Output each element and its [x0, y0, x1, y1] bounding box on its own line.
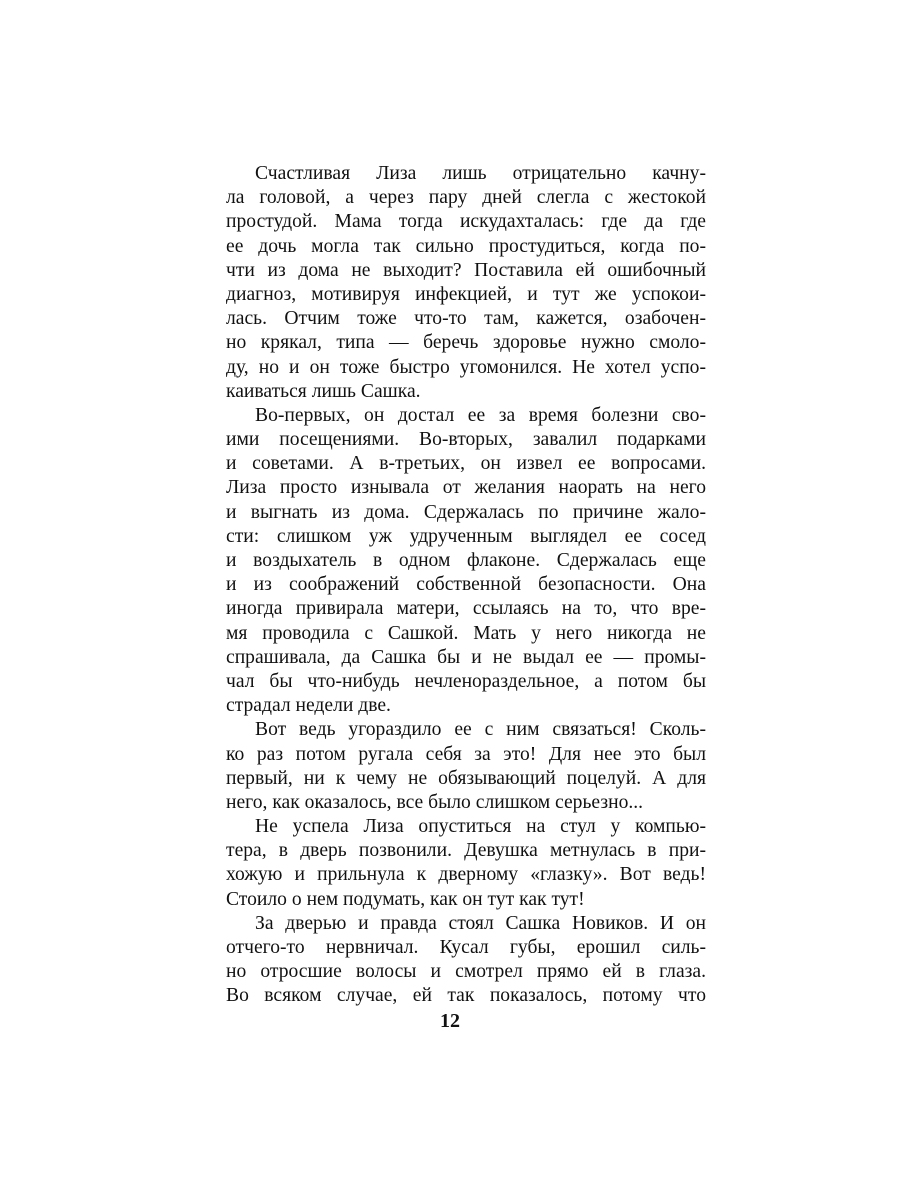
text-line: отчего-то нервничал. Кусал губы, ерошил силь-: [226, 937, 706, 958]
text-line: Лиза просто изнывала от желания наорать на него: [226, 477, 706, 499]
text-line: Не успела Лиза опуститься на стул у компью-: [255, 816, 706, 838]
text-line: ими посещениями. Во-вторых, завалил подарками: [226, 429, 706, 451]
text-line: и воздыхатель в одном флаконе. Сдержалась еще: [226, 550, 706, 571]
text-line: Вот ведь угораздило ее с ним связаться! Сколь-: [255, 719, 706, 741]
text-line: лась. Отчим тоже что-то там, кажется, озабочен-: [226, 308, 706, 330]
text-line: тера, в дверь позвонили. Девушка метнулась в при-: [226, 840, 706, 862]
text-line: ее дочь могла так сильно простудиться, когда по-: [226, 235, 706, 257]
text-line: иногда привирала матери, ссылаясь на то, что вре-: [226, 598, 706, 620]
text-line: Стоило о нем подумать, как он тут как тут!: [226, 888, 585, 910]
text-line: диагноз, мотивируя инфекцией, и тут же успокои-: [226, 283, 706, 305]
text-line: ду, но и он тоже быстро угомонился. Не хотел успо-: [226, 356, 706, 378]
text-line: простудой. Мама тогда искудахталась: где да где: [226, 211, 706, 233]
text-line: каиваться лишь Сашка.: [226, 380, 421, 402]
text-line: хожую и прильнула к дверному «глазку». Вот ведь!: [226, 864, 706, 886]
page-number: 12: [440, 1010, 460, 1032]
text-line: первый, ни к чему не обязывающий поцелуй. А для: [226, 767, 706, 789]
paragraph-4: [226, 815, 706, 912]
paragraph-3: [226, 718, 706, 815]
text-line: Во всяком случае, ей так показалось, потому что: [226, 985, 706, 1007]
text-line: и выгнать из дома. Сдержалась по причине жало-: [226, 501, 706, 523]
text-line: и советами. А в-третьих, он извел ее вопросами.: [226, 453, 706, 475]
text-line: Счастливая Лиза лишь отрицательно качну-: [255, 163, 706, 184]
text-line: Во-первых, он достал ее за время болезни сво-: [255, 404, 706, 426]
text-line: ко раз потом ругала себя за это! Для нее это был: [226, 743, 706, 765]
text-line: мя проводила с Сашкой. Мать у него никогда не: [226, 622, 706, 644]
paragraph-5: [226, 912, 706, 1009]
text-line: спрашивала, да Сашка бы и не выдал ее — промы-: [226, 646, 706, 668]
text-line: но крякал, типа — беречь здоровье нужно смоло-: [226, 332, 706, 354]
text-line: За дверью и правда стоял Сашка Новиков. И он: [255, 912, 706, 934]
paragraph-1: [226, 162, 706, 404]
text-line: чал бы что-нибудь нечленораздельное, а потом бы: [226, 670, 706, 692]
text-line: ла головой, а через пару дней слегла с жестокой: [226, 187, 706, 209]
text-line: страдал недели две.: [226, 695, 391, 717]
text-line: сти: слишком уж удрученным выглядел ее сосед: [226, 525, 706, 547]
text-line: него, как оказалось, все было слишком серьезно...: [226, 791, 644, 813]
page-text-block: [226, 162, 706, 1009]
text-line: чти из дома не выходит? Поставила ей ошибочный: [226, 259, 706, 281]
text-line: и из соображений собственной безопасности. Она: [226, 574, 706, 596]
text-line: но отросшие волосы и смотрел прямо ей в глаза.: [226, 961, 706, 983]
paragraph-2: [226, 404, 706, 718]
